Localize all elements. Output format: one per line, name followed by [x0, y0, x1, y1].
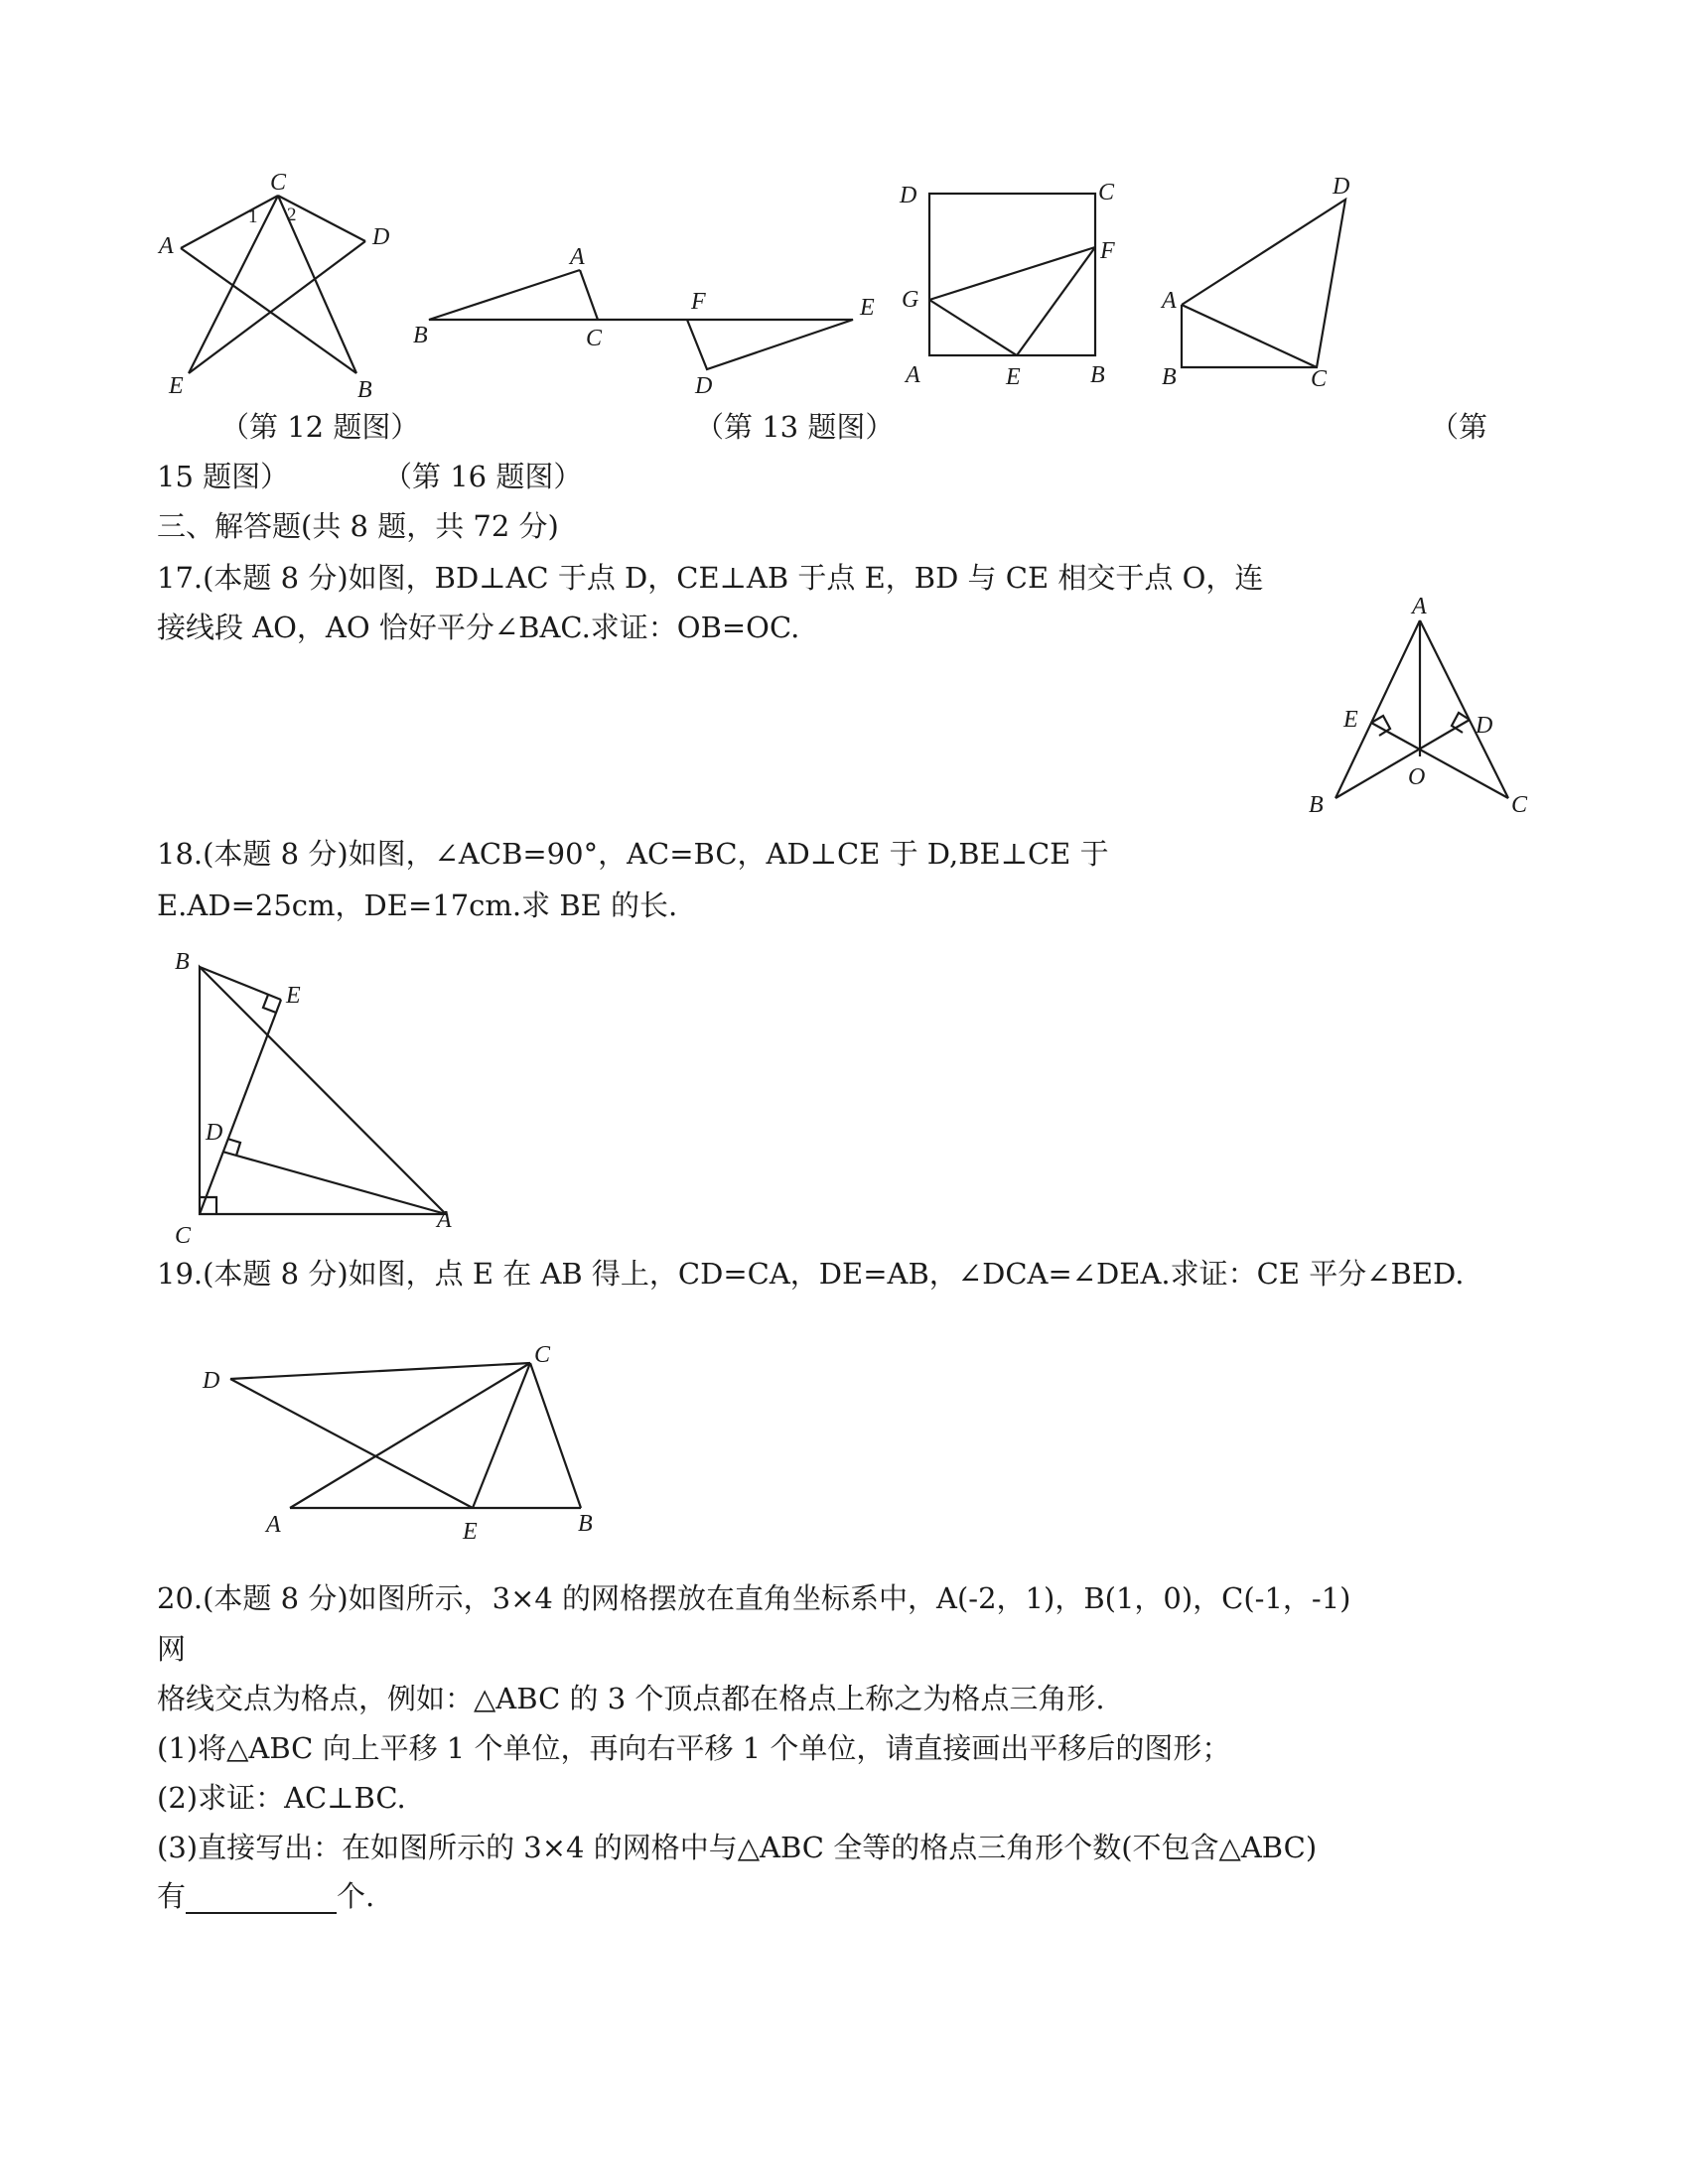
fig15-label-f: F: [1100, 238, 1115, 264]
fig15-label-d: D: [900, 183, 917, 208]
fig15-label-a: A: [906, 362, 920, 388]
fig19-label-a: A: [266, 1512, 281, 1538]
figure-13-lines: [429, 270, 853, 369]
fig12-label-d: D: [372, 224, 390, 250]
figure-12-lines: [181, 196, 365, 373]
q17-text-line1: 17.(本题 8 分)如图，BD⊥AC 于点 D，CE⊥AB 于点 E，BD 与 CE 相交于点 O，连: [157, 561, 1264, 595]
fig12-label-a: A: [159, 233, 174, 259]
q20-text-line1: 20.(本题 8 分)如图所示，3×4 的网格摆放在直角坐标系中，A(-2，1)，B(1，0)，C(-1，-1): [157, 1581, 1351, 1615]
fig17-label-a: A: [1412, 594, 1427, 619]
fig12-angle-2: 2: [287, 205, 297, 225]
figure-16-lines: [1182, 200, 1345, 367]
fig16-label-c: C: [1311, 366, 1328, 392]
section-title: 三、解答题(共 8 题，共 72 分): [157, 509, 559, 543]
fig17-label-c: C: [1511, 792, 1528, 818]
answer-blank[interactable]: [186, 1882, 337, 1914]
fig16-label-a: A: [1162, 288, 1177, 314]
fig13-label-d: D: [695, 373, 713, 399]
fig12-angle-1: 1: [248, 206, 258, 227]
fig13-label-a: A: [570, 244, 585, 270]
q18-text-line1: 18.(本题 8 分)如图，∠ACB=90°，AC=BC，AD⊥CE 于 D,BE⊥CE 于: [157, 837, 1109, 871]
q20-text-line2: 网: [157, 1632, 187, 1666]
fig13-label-b: B: [413, 323, 428, 348]
fig15-label-b: B: [1090, 362, 1105, 388]
q20-line7-suffix: 个.: [337, 1879, 375, 1913]
fig12-label-b: B: [357, 377, 372, 403]
fig17-label-e: E: [1343, 707, 1358, 733]
q20-text-line3: 格线交点为格点，例如：△ABC 的 3 个顶点都在格点上称之为格点三角形.: [157, 1682, 1105, 1715]
q20-text-line5: (2)求证：AC⊥BC.: [157, 1781, 406, 1815]
fig19-label-c: C: [534, 1342, 551, 1368]
q18-text-line2: E.AD=25cm，DE=17cm.求 BE 的长.: [157, 888, 678, 922]
fig18-label-a: A: [437, 1207, 452, 1233]
fig16-label-b: B: [1162, 364, 1177, 390]
q20-text-line6: (3)直接写出：在如图所示的 3×4 的网格中与△ABC 全等的格点三角形个数(不包含△ABC): [157, 1831, 1318, 1864]
fig13-label-c: C: [586, 326, 603, 351]
fig13-label-e: E: [860, 295, 875, 321]
caption-fig15-part1: （第: [1430, 410, 1488, 444]
figure-15-lines: [929, 194, 1095, 355]
figure-18-lines: [200, 967, 446, 1214]
fig17-label-b: B: [1309, 792, 1324, 818]
fig15-label-g: G: [902, 287, 919, 313]
fig18-label-c: C: [175, 1223, 192, 1249]
caption-fig13: （第 13 题图）: [695, 410, 895, 444]
figure-19-lines: [230, 1363, 581, 1508]
fig15-label-e: E: [1006, 364, 1021, 390]
q19-text-line1: 19.(本题 8 分)如图，点 E 在 AB 得上，CD=CA，DE=AB，∠DCA=∠DEA.求证：CE 平分∠BED.: [157, 1257, 1465, 1291]
fig19-label-e: E: [463, 1519, 478, 1545]
fig15-label-c: C: [1098, 180, 1115, 205]
fig16-label-d: D: [1333, 174, 1350, 200]
q17-text-line2: 接线段 AO，AO 恰好平分∠BAC.求证：OB=OC.: [157, 611, 800, 644]
q20-line7-prefix: 有: [157, 1879, 187, 1913]
q20-text-line4: (1)将△ABC 向上平移 1 个单位，再向右平移 1 个单位，请直接画出平移后的图形；: [157, 1731, 1231, 1765]
fig18-label-e: E: [286, 983, 301, 1009]
caption-fig15-part2: 15 题图）: [157, 460, 290, 493]
fig12-label-e: E: [169, 373, 184, 399]
fig18-label-b: B: [175, 949, 190, 975]
fig19-label-d: D: [203, 1368, 220, 1394]
fig13-label-f: F: [691, 289, 706, 315]
q20-text-line7: [157, 1878, 374, 1914]
fig18-label-d: D: [206, 1120, 223, 1146]
fig17-label-d: D: [1476, 713, 1493, 739]
fig17-label-o: O: [1408, 764, 1426, 790]
caption-fig16: （第 16 题图）: [383, 460, 583, 493]
fig12-label-c: C: [270, 170, 287, 196]
fig19-label-b: B: [578, 1511, 593, 1537]
caption-fig12: （第 12 题图）: [220, 410, 420, 444]
